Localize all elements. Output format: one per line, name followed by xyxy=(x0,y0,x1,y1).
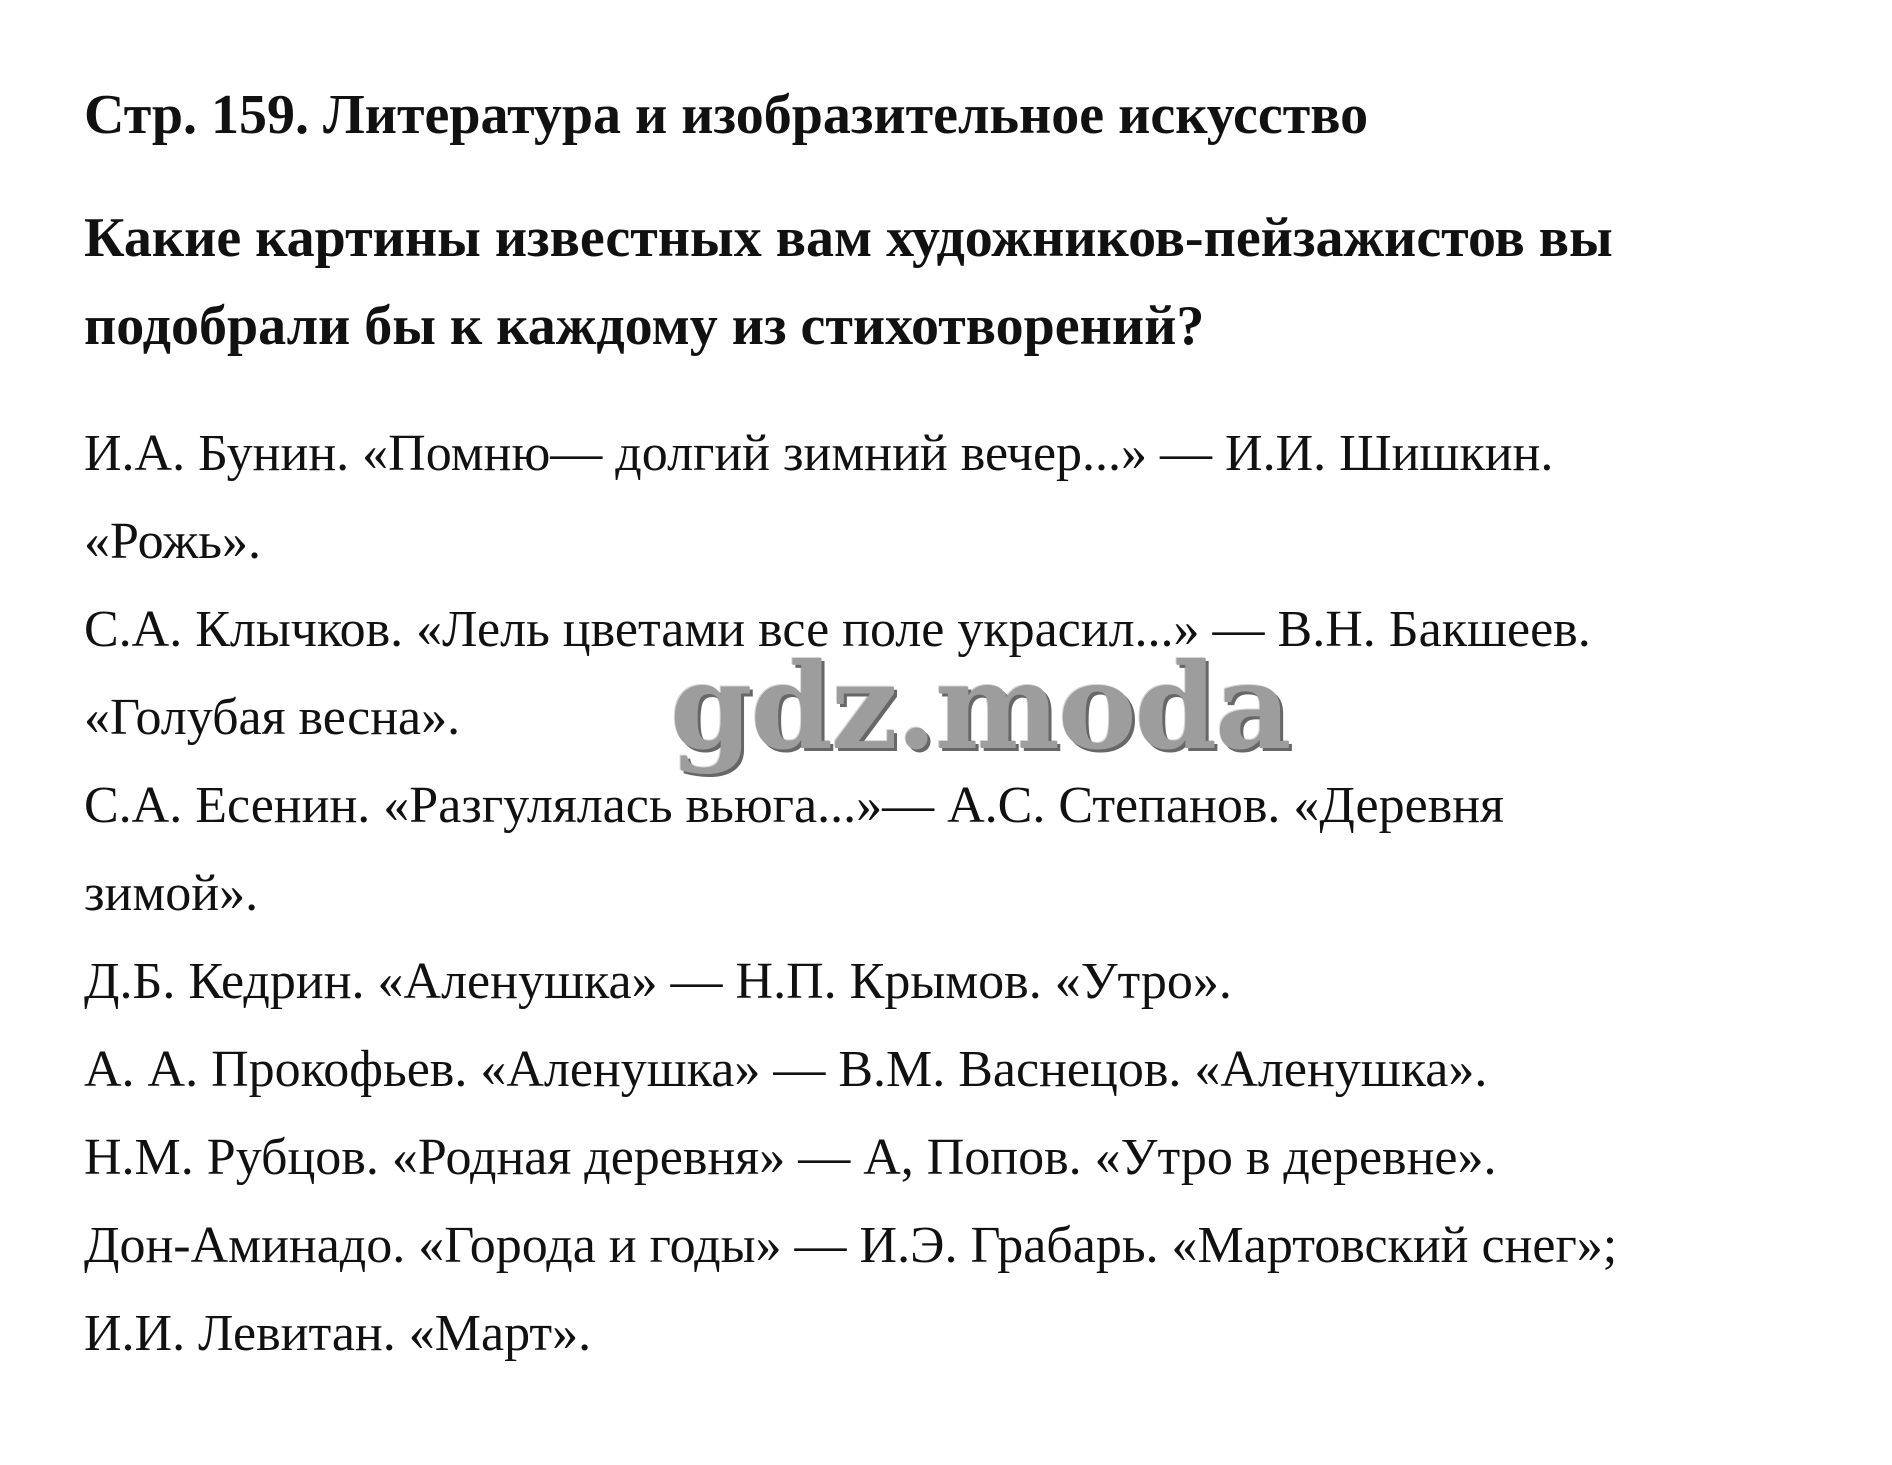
answer-line: «Рожь». xyxy=(84,513,261,570)
answer-line: Д.Б. Кедрин. «Аленушка» — Н.П. Крымов. «Утро». xyxy=(84,953,1232,1010)
page-title: Стр. 159. Литература и изобразительное искусство xyxy=(84,84,1369,146)
answer-line: Н.М. Рубцов. «Родная деревня» — А, Попов. «Утро в деревне». xyxy=(84,1129,1497,1186)
answer-line: С.А. Клычков. «Лель цветами все поле украсил...» — В.Н. Бакшеев. xyxy=(84,601,1591,658)
answer-line: А. А. Прокофьев. «Аленушка» — В.М. Васнецов. «Аленушка». xyxy=(84,1041,1488,1098)
answer-line: Дон-Аминадо. «Города и годы» — И.Э. Грабарь. «Мартовский снег»; xyxy=(84,1217,1618,1274)
answer-line: зимой». xyxy=(84,865,259,922)
answer-line: И.И. Левитан. «Март». xyxy=(84,1305,592,1362)
answer-line: И.А. Бунин. «Помню— долгий зимний вечер...» — И.И. Шишкин. xyxy=(84,425,1554,482)
question-text: Какие картины известных вам художников-пейзажистов вы подобрали бы к каждому из стихотворений? xyxy=(84,207,1613,357)
document-page xyxy=(84,60,1864,1378)
answer-line: «Голубая весна». xyxy=(84,689,461,746)
answer-list xyxy=(84,410,1864,1378)
watermark-logo: gdz.moda xyxy=(670,637,1290,776)
answer-line: С.А. Есенин. «Разгулялась вьюга...»— А.С. Степанов. «Деревня xyxy=(84,777,1504,834)
